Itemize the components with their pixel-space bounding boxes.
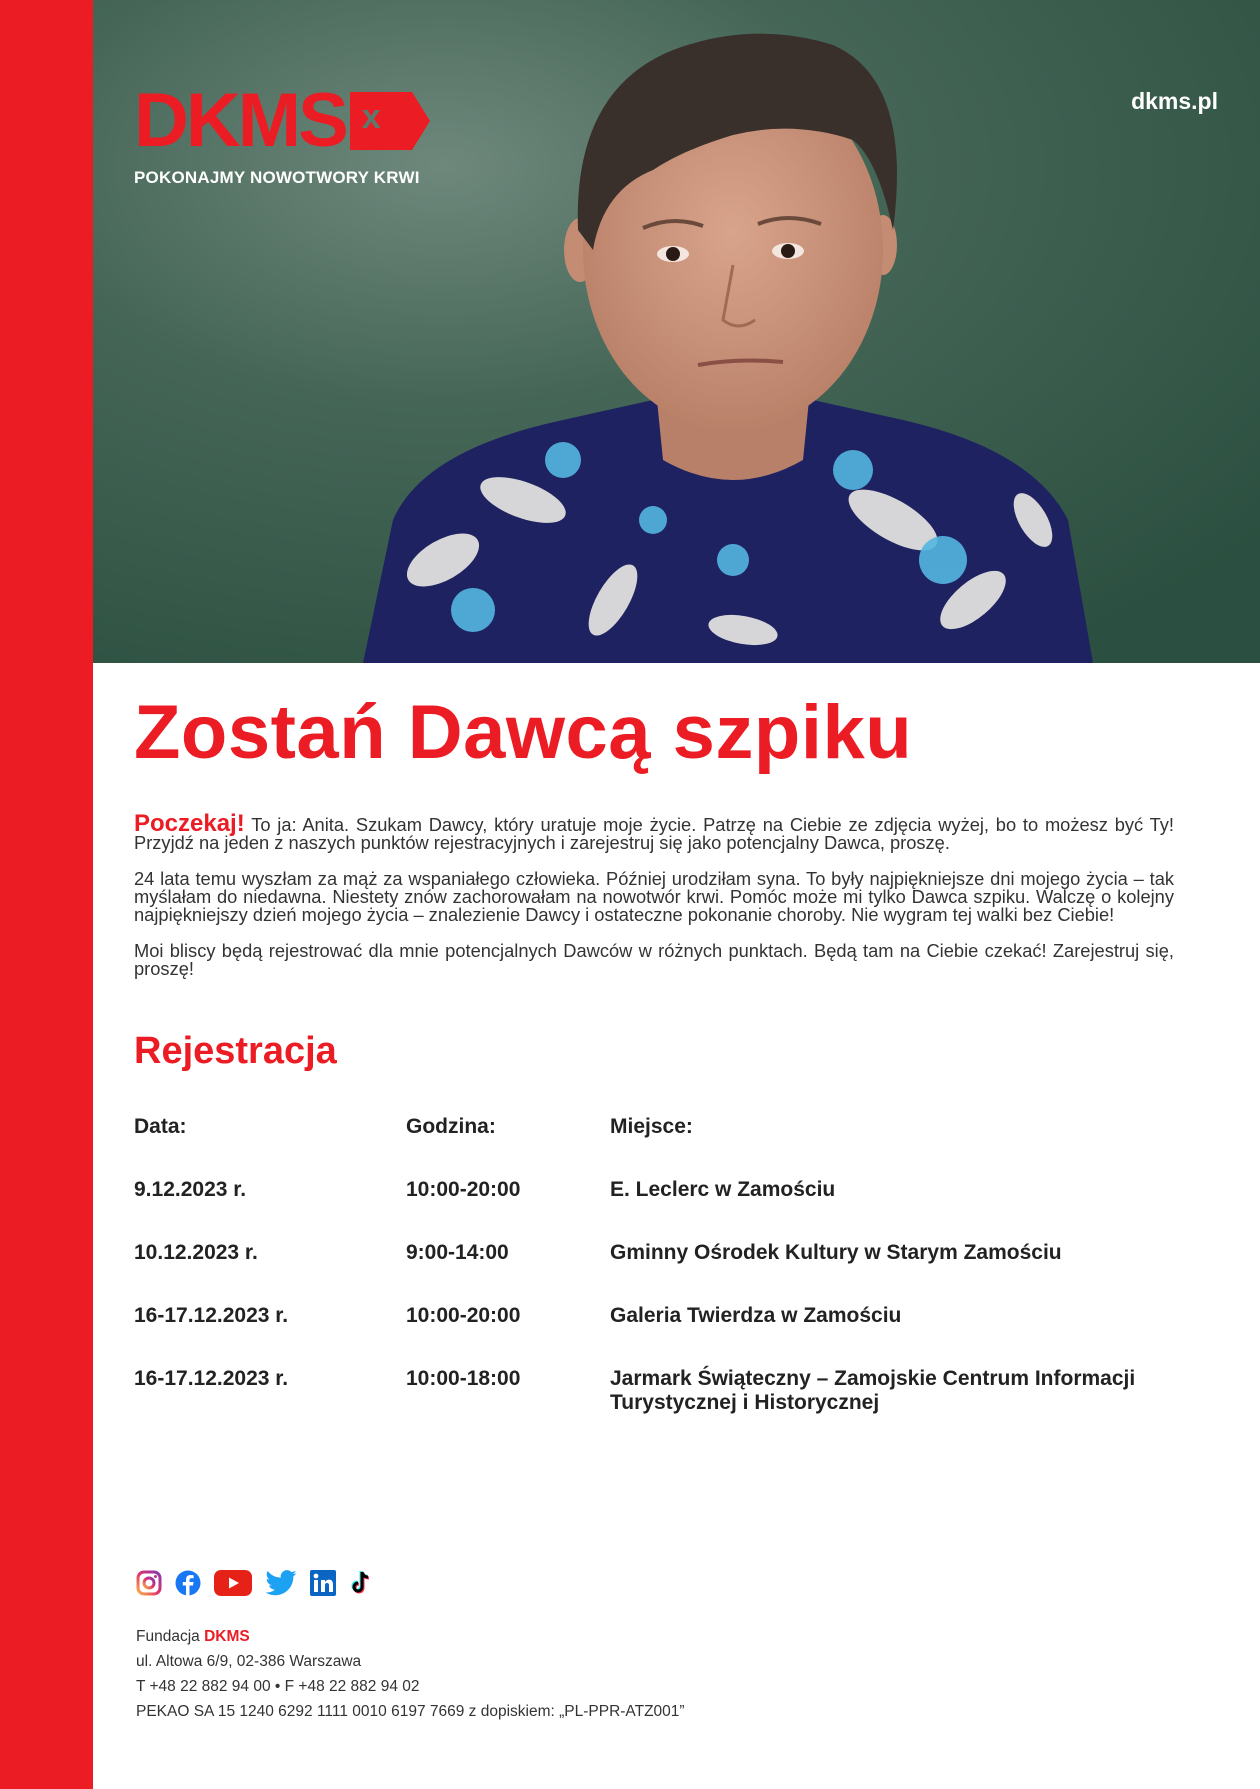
row-date: 9.12.2023 r. [134, 1178, 247, 1201]
row-time: 10:00-18:00 [406, 1367, 521, 1390]
row-time: 10:00-20:00 [406, 1304, 521, 1327]
paragraph-intro [134, 810, 1175, 853]
page-title: Zostań Dawcą szpiku [134, 690, 913, 775]
logo-tagline: POKONAJMY NOWOTWORY KRWI [134, 168, 420, 187]
row-date: 16-17.12.2023 r. [134, 1367, 289, 1390]
footer-org-prefix: Fundacja [136, 1628, 200, 1645]
paragraph-story: 24 lata temu wyszłam za mąż za wspaniałego człowieka. Później urodziłam syna. To były najpiękniejsze dni mojego życia – tak myślałam do niedawna. Niestety znów zachorowałam na nowotwór krwi. Pomóc może mi tylko Dawca szpiku. Walczę o kolejny najpiękniejszy dzień mojego życia – znalezienie Dawcy i ostateczne pokonanie choroby. Nie wygram tej walki bez Ciebie! [134, 868, 1174, 925]
facebook-icon[interactable] [175, 1570, 201, 1596]
footer-bank-account: PEKAO SA 15 1240 6292 1111 0010 6197 7669 z dopiskiem: „PL-PPR-ATZ001” [136, 1703, 685, 1720]
red-side-bar [0, 0, 93, 1789]
footer-address: ul. Altowa 6/9, 02-386 Warszawa [136, 1653, 362, 1670]
row-date: 16-17.12.2023 r. [134, 1304, 289, 1327]
instagram-icon[interactable] [136, 1570, 162, 1596]
main-content [134, 663, 1174, 1454]
social-icons [136, 1570, 373, 1596]
logo-x-letter: x [361, 98, 381, 136]
linkedin-icon[interactable] [310, 1570, 336, 1596]
tiktok-icon[interactable] [349, 1570, 373, 1596]
row-place: Jarmark Świąteczny – Zamojskie Centrum Informacji Turystycznej i Historycznej [610, 1367, 1136, 1414]
dkms-logo [134, 78, 454, 188]
table-row [134, 1178, 1170, 1241]
table-row [134, 1367, 1170, 1454]
header-date: Data: [134, 1115, 187, 1138]
row-place: Gminny Ośrodek Kultury w Starym Zamościu [610, 1241, 1062, 1264]
registration-table [134, 1115, 1170, 1454]
table-header-row [134, 1115, 1170, 1178]
footer-phone-fax: T +48 22 882 94 00 • F +48 22 882 94 02 [136, 1678, 420, 1695]
row-place: E. Leclerc w Zamościu [610, 1178, 836, 1201]
story-text [134, 810, 1175, 979]
footer-org-name: DKMS [204, 1628, 250, 1645]
lead-word: Poczekaj! [134, 810, 245, 837]
logo-wordmark: DKMS [134, 78, 346, 163]
footer-contact [136, 1624, 685, 1724]
paragraph-appeal: Moi bliscy będą rejestrować dla mnie potencjalnych Dawców w różnych punktach. Będą tam na Ciebie czekać! Zarejestruj się, proszę! [134, 940, 1174, 979]
website-link[interactable]: dkms.pl [1131, 88, 1218, 114]
registration-title: Rejestracja [134, 1030, 337, 1072]
table-row [134, 1304, 1170, 1367]
footer-org [136, 1624, 685, 1649]
header-time: Godzina: [406, 1115, 496, 1138]
youtube-icon[interactable] [214, 1570, 252, 1596]
row-date: 10.12.2023 r. [134, 1241, 258, 1264]
row-time: 10:00-20:00 [406, 1178, 521, 1201]
row-place: Galeria Twierdza w Zamościu [610, 1304, 902, 1327]
logo-x-badge [350, 92, 430, 150]
paragraph-intro-text: To ja: Anita. Szukam Dawcy, który uratuje moje życie. Patrzę na Ciebie ze zdjęcia wyżej, bo to możesz być Ty! Przyjdź na jeden z naszych punktów rejestracyjnych i zarejestruj się jako potencjalny Dawca, proszę. [134, 814, 1175, 853]
header-place: Miejsce: [610, 1115, 693, 1138]
row-time: 9:00-14:00 [406, 1241, 509, 1264]
table-row [134, 1241, 1170, 1304]
twitter-icon[interactable] [265, 1570, 297, 1596]
